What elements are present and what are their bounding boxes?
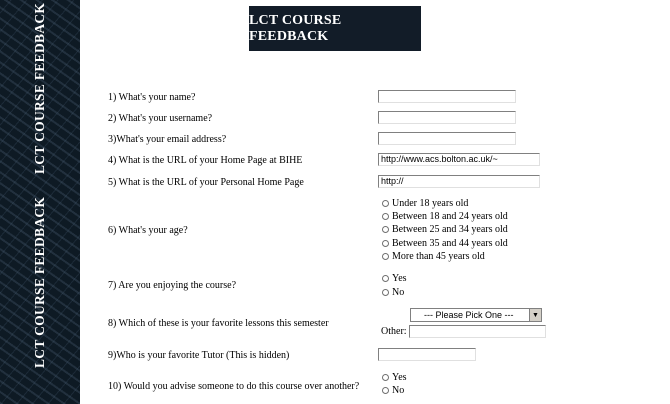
question-name: 1) What's your name? — [108, 92, 196, 103]
radio-icon[interactable] — [382, 200, 389, 207]
radio-icon[interactable] — [382, 253, 389, 260]
age-option-over-45[interactable]: More than 45 years old — [382, 251, 485, 262]
other-lesson-input[interactable] — [409, 325, 546, 338]
radio-icon[interactable] — [382, 289, 389, 296]
page-title: LCT COURSE FEEDBACK — [249, 6, 421, 51]
radio-icon[interactable] — [382, 213, 389, 220]
tutor-input[interactable] — [378, 348, 476, 361]
favorite-lesson-select[interactable]: --- Please Pick One --- ▼ — [410, 308, 542, 322]
advise-option-yes[interactable]: Yes — [382, 372, 407, 383]
radio-icon[interactable] — [382, 387, 389, 394]
question-email: 3)What's your email address? — [108, 134, 227, 145]
sidebar-title-repeat: LCT COURSE FEEDBACK — [32, 196, 47, 368]
enjoy-option-yes[interactable]: Yes — [382, 273, 407, 284]
question-username: 2) What's your username? — [108, 113, 213, 124]
question-enjoy: 7) Are you enjoying the course? — [108, 280, 237, 291]
question-bihe-url: 4) What is the URL of your Home Page at BIHE — [108, 155, 303, 166]
sidebar-banner — [0, 0, 80, 404]
age-option-25-34[interactable]: Between 25 and 34 years old — [382, 224, 508, 235]
question-advise: 10) Would you advise someone to do this course over another? — [108, 381, 360, 392]
question-favorite-lesson: 8) Which of these is your favorite lessons this semester — [108, 318, 329, 329]
radio-icon[interactable] — [382, 226, 389, 233]
radio-icon[interactable] — [382, 240, 389, 247]
bihe-url-input[interactable] — [378, 153, 540, 166]
question-personal-url: 5) What is the URL of your Personal Home Page — [108, 177, 304, 188]
email-input[interactable] — [378, 132, 516, 145]
radio-icon[interactable] — [382, 374, 389, 381]
other-label: Other: — [381, 326, 407, 337]
radio-icon[interactable] — [382, 275, 389, 282]
chevron-down-icon[interactable]: ▼ — [529, 309, 541, 321]
advise-option-no[interactable]: No — [382, 385, 404, 396]
age-option-18-24[interactable]: Between 18 and 24 years old — [382, 211, 508, 222]
question-age: 6) What's your age? — [108, 225, 188, 236]
name-input[interactable] — [378, 90, 516, 103]
question-favorite-tutor: 9)Who is your favorite Tutor (This is hidden) — [108, 350, 290, 361]
personal-url-input[interactable] — [378, 175, 540, 188]
age-option-under-18[interactable]: Under 18 years old — [382, 198, 468, 209]
sidebar-title: LCT COURSE FEEDBACK — [32, 2, 47, 174]
age-option-35-44[interactable]: Between 35 and 44 years old — [382, 238, 508, 249]
enjoy-option-no[interactable]: No — [382, 287, 404, 298]
username-input[interactable] — [378, 111, 516, 124]
